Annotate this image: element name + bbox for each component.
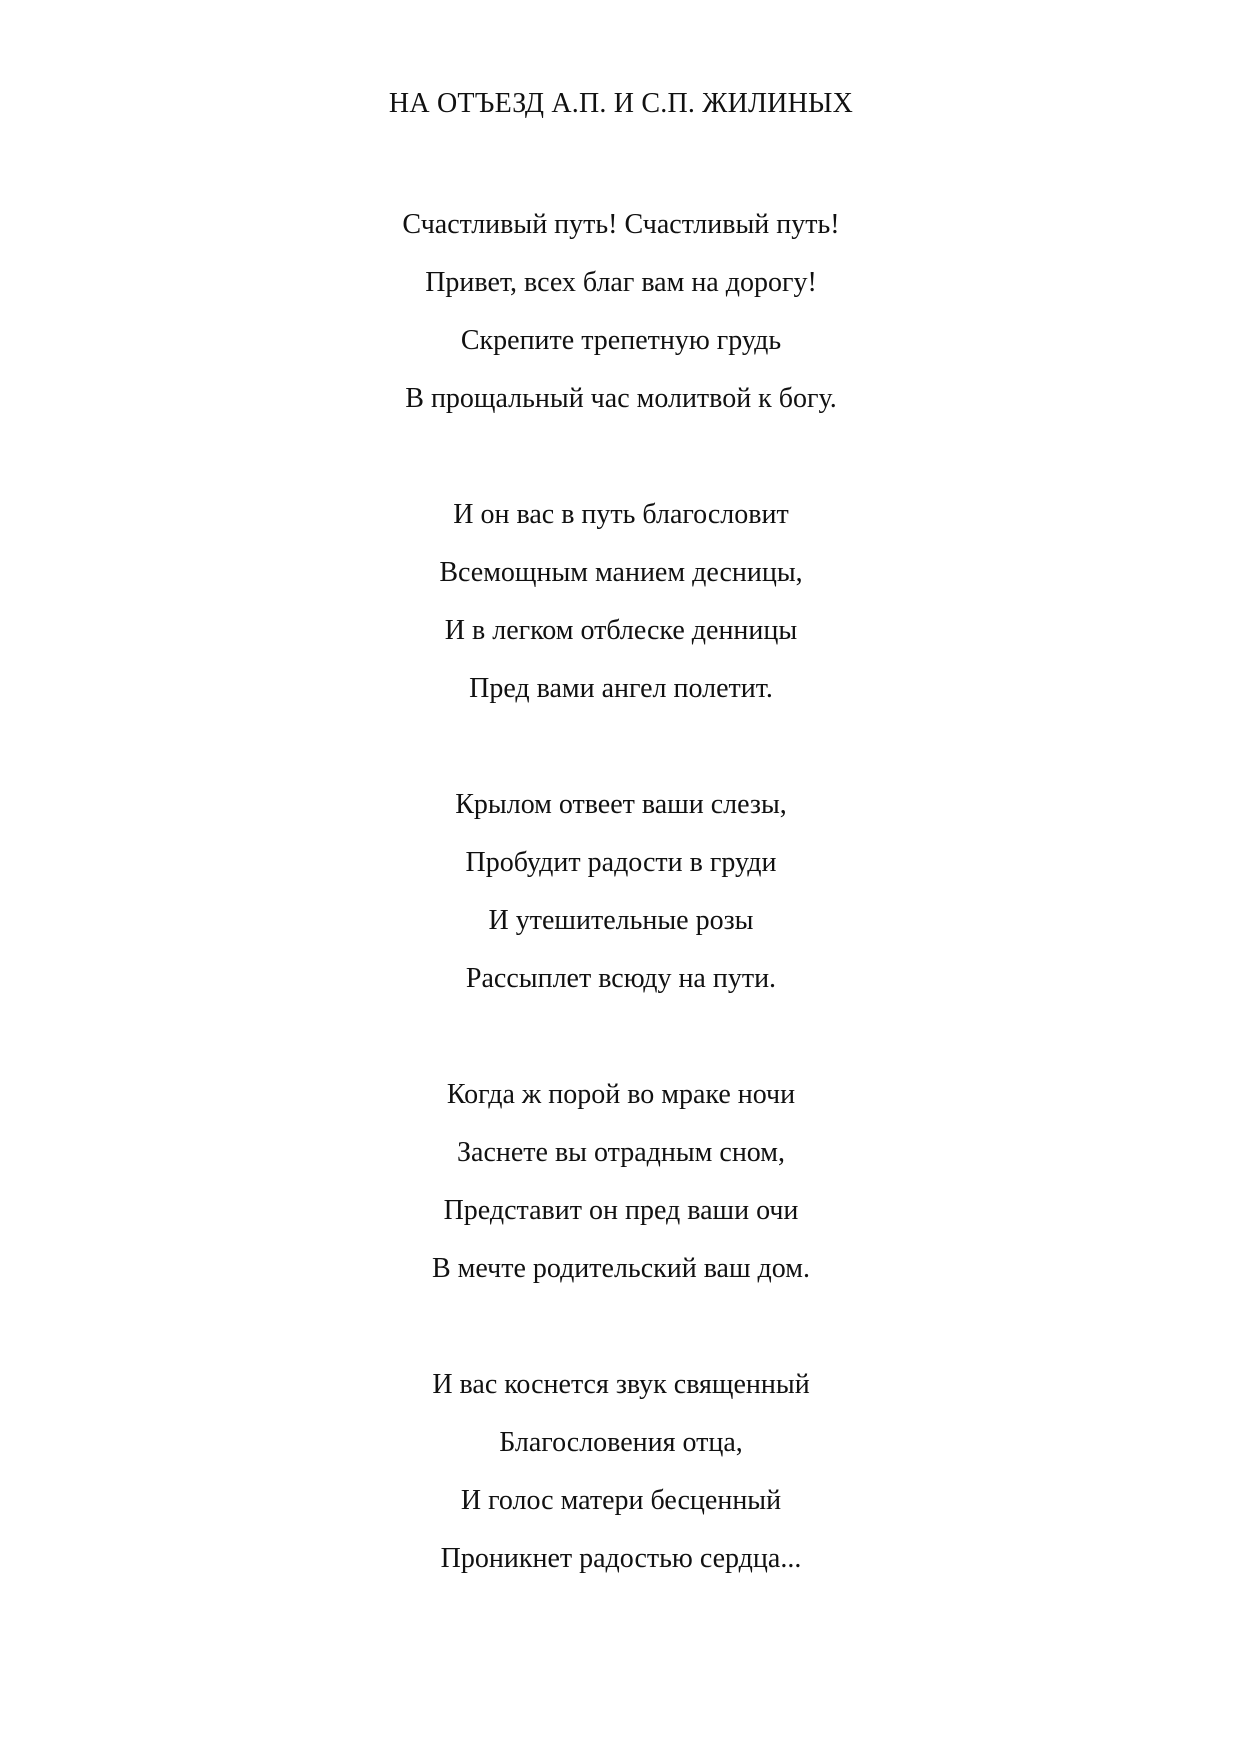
poem-line: Пред вами ангел полетит. [469, 673, 773, 704]
poem-line: Крылом отвеет ваши слезы, [455, 789, 787, 820]
poem-line: И утешительные розы [488, 905, 754, 936]
poem-line: И вас коснется звук священный [432, 1369, 810, 1400]
poem-body [0, 196, 1242, 1646]
poem-line: Счастливый путь! Счастливый путь! [402, 209, 840, 240]
poem-title: НА ОТЪЕЗД А.П. И С.П. ЖИЛИНЫХ [388, 88, 854, 119]
poem-line: Благословения отца, [499, 1427, 743, 1458]
poem-line: Представит он пред ваши очи [443, 1195, 799, 1226]
poem-line: Привет, всех благ вам на дорогу! [425, 267, 817, 298]
poem-line: Всемощным манием десницы, [439, 557, 803, 588]
poem-line: И голос матери бесценный [460, 1485, 782, 1516]
stanza-2 [0, 486, 1242, 718]
stanza-4 [0, 1066, 1242, 1298]
poem-line: Пробудит радости в груди [465, 847, 777, 878]
stanza-5 [0, 1356, 1242, 1588]
poem-line: Проникнет радостью сердца... [440, 1543, 802, 1574]
poem-line: И он вас в путь благословит [453, 499, 789, 530]
poem-line: Скрепите трепетную грудь [460, 325, 782, 356]
poem-line: И в легком отблеске денницы [444, 615, 798, 646]
poem-line: В мечте родительский ваш дом. [432, 1253, 810, 1284]
poem-line: В прощальный час молитвой к богу. [405, 383, 837, 414]
poem-line: Заснете вы отрадным сном, [457, 1137, 785, 1168]
poem-line: Рассыплет всюду на пути. [465, 963, 777, 994]
stanza-1 [0, 196, 1242, 428]
stanza-3 [0, 776, 1242, 1008]
poem-line: Когда ж порой во мраке ночи [446, 1079, 796, 1110]
